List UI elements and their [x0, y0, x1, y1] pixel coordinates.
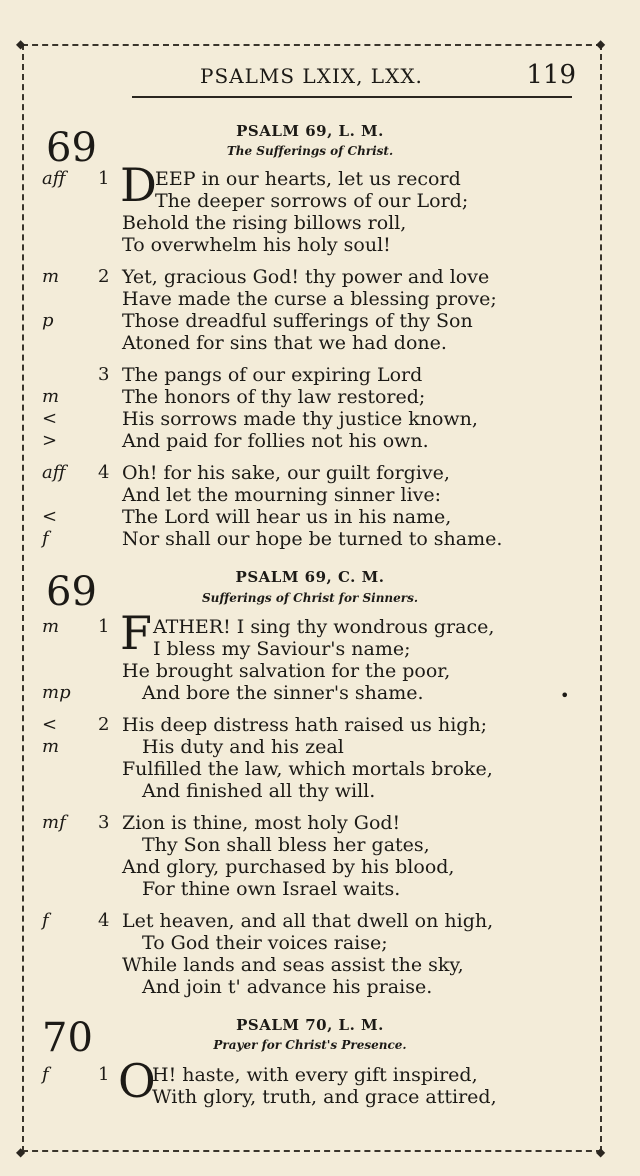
psalm-number: 69 — [46, 125, 97, 171]
stray-mark: • — [560, 686, 570, 705]
dynamic-mark: p — [42, 310, 54, 331]
dynamic-mark: aff — [42, 462, 66, 483]
verse-line: For thine own Israel waits. — [142, 878, 401, 900]
verse-line: And finished all thy will. — [142, 780, 376, 802]
psalm-heading: PSALM 69, C. M. — [235, 568, 385, 586]
verse-line: Yet, gracious God! thy power and love — [122, 266, 490, 288]
verse-line: To God their voices raise; — [142, 932, 388, 954]
running-header — [120, 60, 580, 100]
running-title: PSALMS LXIX, LXX. — [200, 64, 423, 88]
verse-line: His deep distress hath raised us high; — [122, 714, 488, 736]
drop-cap: F — [120, 606, 152, 660]
drop-cap: D — [120, 158, 157, 212]
verse-line: The Lord will hear us in his name, — [122, 506, 452, 528]
verse-number: 3 — [98, 364, 110, 385]
verse-line: His duty and his zeal — [142, 736, 344, 758]
verse-line: And glory, purchased by his blood, — [122, 856, 455, 878]
verse-line: Atoned for sins that we had done. — [122, 332, 447, 354]
verse-line: Nor shall our hope be turned to shame. — [122, 528, 503, 550]
dynamic-mark: m — [42, 266, 60, 287]
psalm-subtitle: Sufferings of Christ for Sinners. — [201, 591, 419, 605]
dynamic-mark: < — [42, 714, 58, 735]
corner-ornament: ◆ — [596, 37, 606, 51]
verse-line: And let the mourning sinner live: — [122, 484, 442, 506]
dynamic-mark: < — [42, 506, 58, 527]
verse-line: Let heaven, and all that dwell on high, — [122, 910, 494, 932]
verse-line: The pangs of our expiring Lord — [122, 364, 423, 386]
verse-line: Zion is thine, most holy God! — [122, 812, 401, 834]
verse-number: 2 — [98, 266, 110, 287]
corner-ornament: ◆ — [16, 1145, 26, 1159]
verse-line: Behold the rising billows roll, — [122, 212, 407, 234]
dynamic-mark: aff — [42, 168, 66, 189]
verse-number: 1 — [98, 168, 110, 189]
header-rule — [132, 96, 572, 98]
verse-number: 2 — [98, 714, 110, 735]
verse-line: The honors of thy law restored; — [122, 386, 426, 408]
verse-line: And paid for follies not his own. — [122, 430, 429, 452]
dynamic-mark: m — [42, 616, 60, 637]
verse-line: H! haste, with every gift inspired, — [152, 1064, 478, 1086]
verse-line: Oh! for his sake, our guilt forgive, — [122, 462, 450, 484]
verse-line: His sorrows made thy justice known, — [122, 408, 478, 430]
verse-line: ATHER! I sing thy wondrous grace, — [153, 616, 495, 638]
verse-line: EEP in our hearts, let us record — [155, 168, 461, 190]
psalm-heading: PSALM 69, L. M. — [236, 122, 384, 140]
verse-line: I bless my Saviour's name; — [153, 638, 411, 660]
verse-line: With glory, truth, and grace attired, — [152, 1086, 497, 1108]
drop-cap: O — [118, 1054, 156, 1108]
dynamic-mark: f — [42, 1064, 49, 1085]
dynamic-mark: < — [42, 408, 58, 429]
verse-number: 4 — [98, 910, 110, 931]
verse-line: To overwhelm his holy soul! — [122, 234, 391, 256]
verse-line: While lands and seas assist the sky, — [122, 954, 464, 976]
psalm-number: 69 — [46, 569, 97, 615]
verse-line: He brought salvation for the poor, — [122, 660, 451, 682]
verse-line: The deeper sorrows of our Lord; — [155, 190, 469, 212]
verse-line: Thy Son shall bless her gates, — [142, 834, 430, 856]
psalm-subtitle: Prayer for Christ's Presence. — [213, 1038, 407, 1052]
dynamic-mark: mf — [42, 812, 66, 833]
verse-line: Have made the curse a blessing prove; — [122, 288, 497, 310]
dynamic-mark: m — [42, 386, 60, 407]
corner-ornament: ◆ — [16, 37, 26, 51]
dynamic-mark: mp — [42, 682, 71, 703]
verse-line: Fulfilled the law, which mortals broke, — [122, 758, 493, 780]
verse-number: 4 — [98, 462, 110, 483]
dynamic-mark: f — [42, 910, 49, 931]
verse-number: 1 — [98, 616, 110, 637]
verse-line: And join t' advance his praise. — [142, 976, 433, 998]
psalm-number: 70 — [42, 1015, 93, 1061]
verse-line: Those dreadful sufferings of thy Son — [122, 310, 473, 332]
verse-line: And bore the sinner's shame. — [142, 682, 424, 704]
corner-ornament: ◆ — [596, 1145, 606, 1159]
verse-number: 3 — [98, 812, 110, 833]
verse-number: 1 — [98, 1064, 110, 1085]
psalm-heading: PSALM 70, L. M. — [236, 1016, 384, 1034]
psalm-subtitle: The Sufferings of Christ. — [226, 144, 394, 158]
page-number: 119 — [526, 60, 576, 90]
dynamic-mark: m — [42, 736, 60, 757]
dynamic-mark: > — [42, 430, 58, 451]
dynamic-mark: f — [42, 528, 49, 549]
